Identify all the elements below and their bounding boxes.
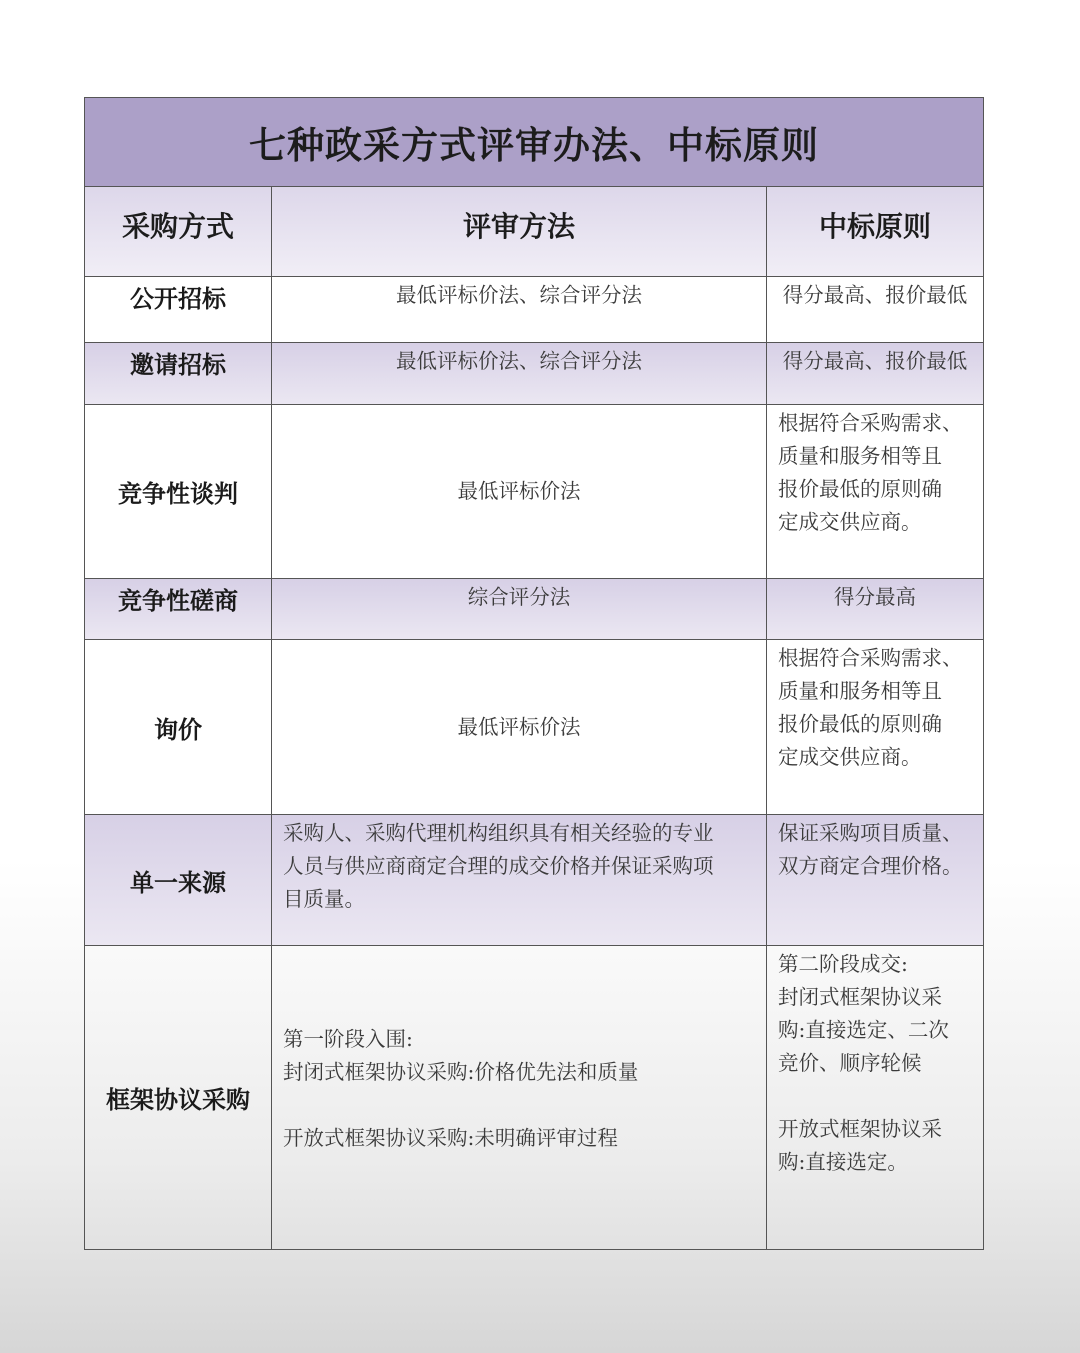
review-line: 人员与供应商商定合理的成交价格并保证采购项 (283, 854, 714, 878)
table-row (85, 579, 983, 640)
award-line: 购:直接选定。 (778, 1150, 908, 1174)
row-method: 框架协议采购 (85, 946, 272, 1249)
review-stage-label: 第一阶段入围: (283, 1026, 413, 1051)
row-method: 询价 (85, 640, 272, 814)
award-line: 购:直接选定、二次 (778, 1018, 949, 1042)
review-line: 最低评标价法、综合评分法 (396, 283, 642, 307)
table-row (85, 815, 983, 946)
row-review (272, 405, 767, 578)
award-stage-label: 第二阶段成交: (778, 952, 908, 976)
award-line: 报价最低的原则确 (778, 712, 942, 736)
review-line: 目质量。 (283, 887, 365, 911)
award-line: 定成交供应商。 (778, 510, 922, 534)
table-row (85, 343, 983, 405)
table-title: 七种政采方式评审办法、中标原则 (249, 124, 819, 167)
row-award (767, 277, 983, 342)
row-review (272, 946, 767, 1249)
paragraph-gap (283, 1089, 638, 1122)
table-row (85, 946, 983, 1249)
award-line: 双方商定合理价格。 (778, 854, 963, 878)
row-review (272, 815, 767, 945)
row-award (767, 946, 983, 1249)
award-line: 根据符合采购需求、 (778, 646, 963, 670)
award-line: 得分最高、报价最低 (782, 349, 968, 373)
award-line: 得分最高、报价最低 (782, 283, 968, 307)
row-review (272, 640, 767, 814)
row-review (272, 343, 767, 404)
header-award: 中标原则 (818, 210, 931, 243)
award-line: 保证采购项目质量、 (778, 821, 963, 845)
award-line: 得分最高 (834, 585, 916, 609)
review-line: 综合评分法 (467, 585, 571, 609)
row-review (272, 277, 767, 342)
row-method: 公开招标 (85, 277, 272, 342)
header-row (85, 187, 983, 277)
award-line: 开放式框架协议采 (778, 1117, 942, 1141)
row-method: 竞争性谈判 (85, 405, 272, 578)
review-line: 采购人、采购代理机构组织具有相关经验的专业 (283, 821, 714, 845)
row-method: 竞争性磋商 (85, 579, 272, 639)
table-row (85, 405, 983, 579)
row-award (767, 815, 983, 945)
review-line: 最低评标价法 (457, 714, 581, 739)
table-title-bar (85, 98, 983, 187)
header-review: 评审方法 (272, 187, 767, 276)
award-line: 封闭式框架协议采 (778, 985, 942, 1009)
row-award (767, 343, 983, 404)
table-row (85, 277, 983, 343)
review-line: 最低评标价法 (457, 479, 581, 503)
policy-table (84, 97, 984, 1250)
row-award (767, 579, 983, 639)
award-line: 质量和服务相等且 (778, 679, 942, 703)
header-method: 采购方式 (85, 187, 272, 276)
award-line: 报价最低的原则确 (778, 477, 942, 501)
paragraph-gap (778, 1080, 949, 1113)
row-method: 邀请招标 (85, 343, 272, 404)
award-line: 根据符合采购需求、 (778, 411, 963, 435)
table-row (85, 640, 983, 815)
award-line: 竞价、顺序轮候 (778, 1051, 922, 1075)
review-line: 最低评标价法、综合评分法 (396, 349, 642, 373)
row-award (767, 640, 983, 814)
row-award (767, 405, 983, 578)
row-method: 单一来源 (85, 815, 272, 945)
award-line: 质量和服务相等且 (778, 444, 942, 468)
review-open-text: 开放式框架协议采购:未明确评审过程 (283, 1125, 618, 1150)
row-review (272, 579, 767, 639)
award-line: 定成交供应商。 (778, 745, 922, 769)
review-closed-text: 封闭式框架协议采购:价格优先法和质量 (283, 1059, 639, 1084)
